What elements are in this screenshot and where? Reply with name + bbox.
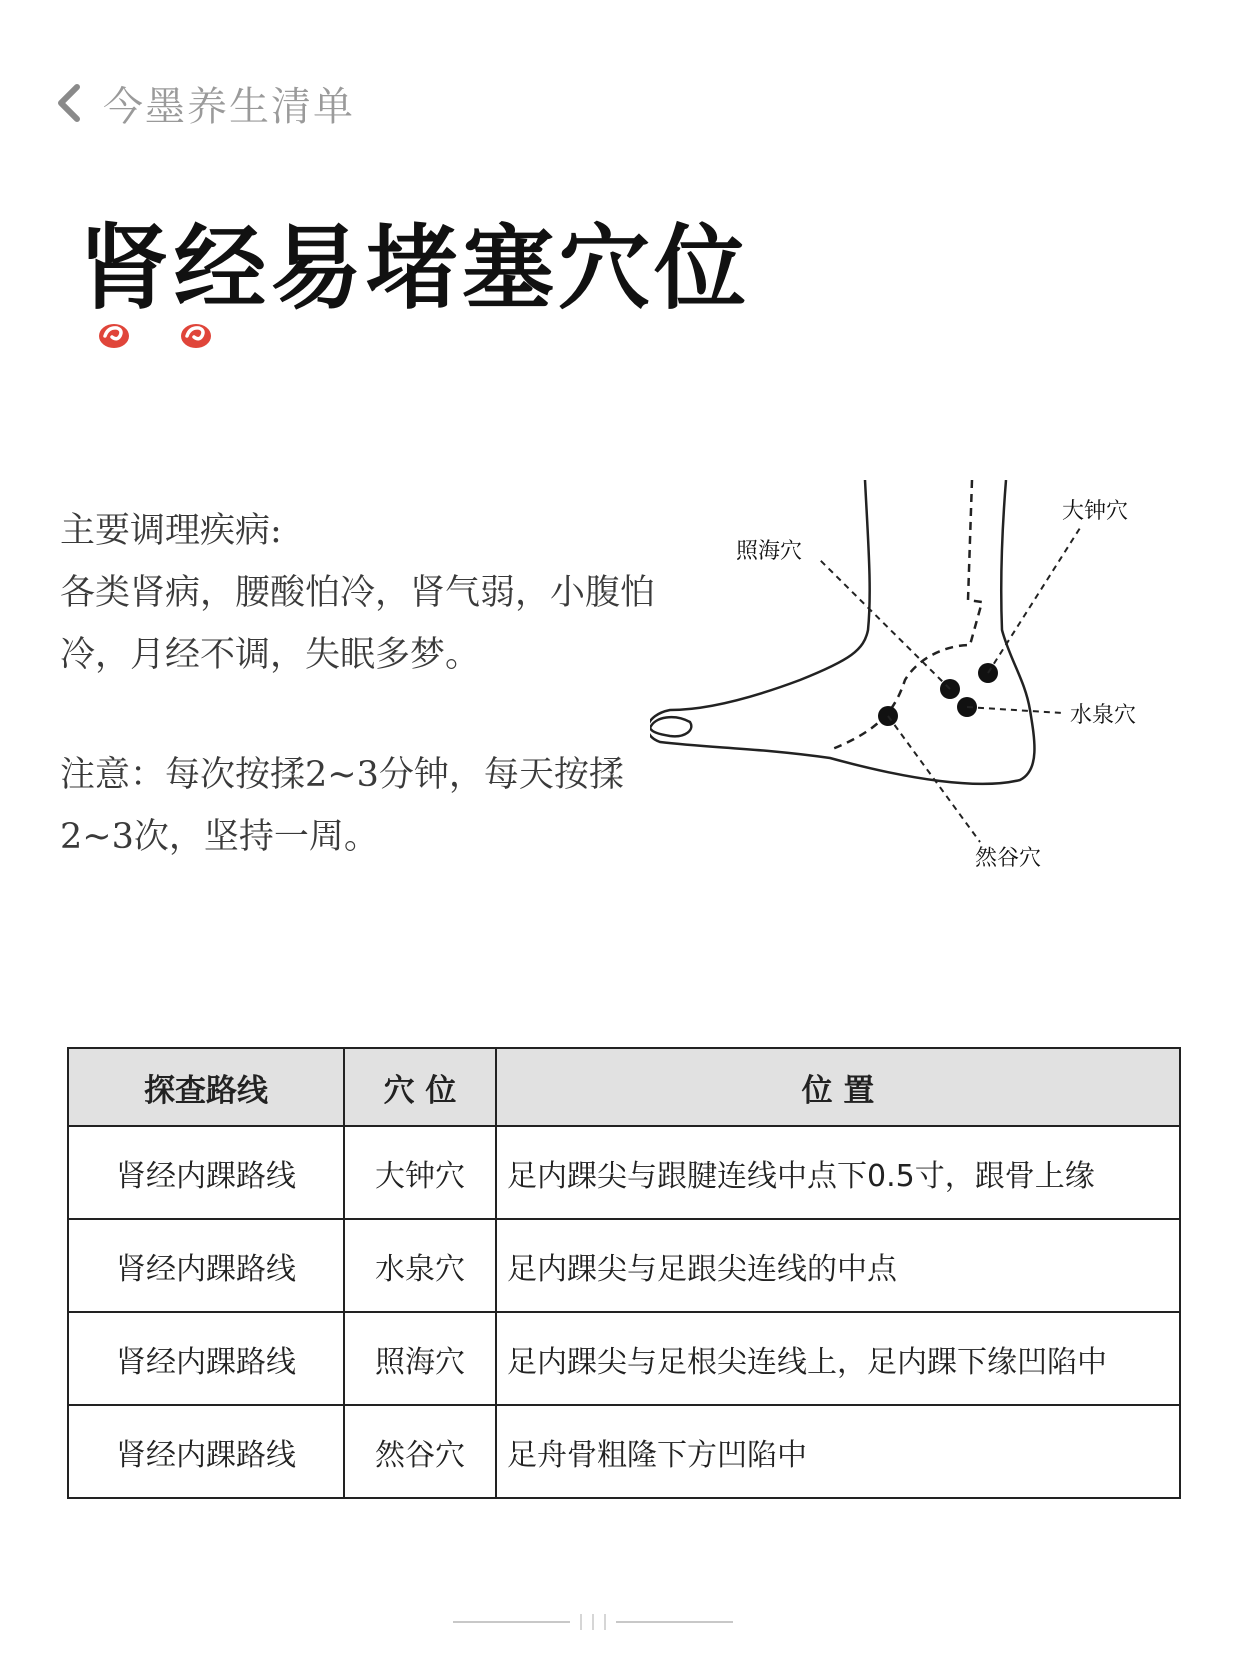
intro-note: 注意：每次按揉2~3分钟，每天按揉2~3次，坚持一周。 — [60, 755, 624, 857]
cell-location: 足内踝尖与跟腱连线中点下0.5寸，跟骨上缘 — [496, 1126, 1180, 1219]
top-nav — [55, 78, 355, 128]
foot-acupoint-diagram — [650, 480, 1210, 940]
table-row — [68, 1219, 1180, 1312]
foot-outline — [650, 480, 1034, 784]
header-route: 探查路线 — [68, 1048, 344, 1126]
acupoint-table — [67, 1047, 1181, 1499]
chevron-left-icon[interactable] — [55, 78, 89, 128]
label-dazhong: 大钟穴 — [1062, 499, 1129, 524]
page-title: 肾经易堵塞穴位 — [78, 214, 751, 322]
red-curl-icon — [96, 316, 132, 350]
cell-location: 足内踝尖与足根尖连线上，足内踝下缘凹陷中 — [496, 1312, 1180, 1405]
red-curl-icon — [178, 316, 214, 350]
cell-route: 肾经内踝路线 — [68, 1126, 344, 1219]
intro-diseases: 各类肾病，腰酸怕冷，肾气弱，小腹怕冷，月经不调，失眠多梦。 — [60, 573, 656, 675]
title-emoji-row — [96, 316, 214, 350]
table-row — [68, 1405, 1180, 1498]
header-location: 位 置 — [496, 1048, 1180, 1126]
cell-point: 水泉穴 — [344, 1219, 496, 1312]
cell-route: 肾经内踝路线 — [68, 1219, 344, 1312]
cell-location: 足舟骨粗隆下方凹陷中 — [496, 1405, 1180, 1498]
cell-point: 照海穴 — [344, 1312, 496, 1405]
big-toe-outline — [650, 717, 691, 736]
table-row — [68, 1312, 1180, 1405]
table-row — [68, 1126, 1180, 1219]
intro-text — [60, 500, 660, 868]
back-label[interactable]: 今墨养生清单 — [103, 83, 355, 130]
cell-route: 肾经内踝路线 — [68, 1312, 344, 1405]
table-header-row — [68, 1048, 1180, 1126]
cell-location: 足内踝尖与足跟尖连线的中点 — [496, 1219, 1180, 1312]
cell-point: 然谷穴 — [344, 1405, 496, 1498]
scroll-indicator[interactable] — [453, 1612, 733, 1632]
leader-shuiquan — [967, 707, 1062, 713]
cell-route: 肾经内踝路线 — [68, 1405, 344, 1498]
intro-heading: 主要调理疾病: — [60, 511, 282, 551]
header-point: 穴 位 — [344, 1048, 496, 1126]
label-shuiquan: 水泉穴 — [1070, 703, 1137, 728]
cell-point: 大钟穴 — [344, 1126, 496, 1219]
leader-rangu — [888, 716, 980, 842]
label-zhaohai: 照海穴 — [736, 539, 803, 564]
leader-zhaohai — [818, 558, 950, 689]
label-rangu: 然谷穴 — [975, 846, 1042, 871]
